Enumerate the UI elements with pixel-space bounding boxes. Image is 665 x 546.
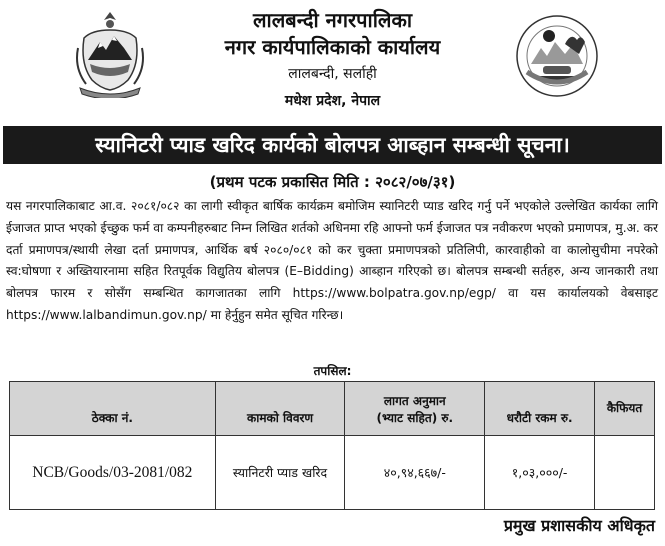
office-name: नगर कार्यपालिकाको कार्यालय	[224, 35, 441, 59]
notice-title: स्यानिटरी प्याड खरिद कार्यको बोलपत्र आब्हान सम्बन्धी सूचना।	[3, 126, 662, 164]
header-work-desc: कामको विवरण	[215, 382, 345, 436]
header-cost-line2: (भ्याट सहित) रु.	[376, 411, 454, 425]
header-cost-line1: लागत अनुमान	[383, 394, 446, 408]
notice-body: यस नगरपालिकाबाट आ.व. २०८१/०८२ का लागी स्वीकृत बार्षिक कार्यक्रम बमोजिम स्यानिटरी प्याड खरिद गर्नु पर्ने भएकोले उल्लेखित कार्यका लागि ईजाजत प्राप्त भएको ईच्छुक फर्म वा कम्पनीहरुबाट निम्न लिखित शर्तको अधिनमा रहि आफ्नो फर्म ईजाजत पत्र नवीकरण भएको प्रमाणपत्र, मु.अ. कर दर्ता प्रमाणपत्र/स्थायी लेखा दर्ता प्रमाणपत्र, आर्थिक बर्ष २०८०/०८१ को कर चुक्ता प्रमाणपत्रको प्रतिलिपी, कारवाहीको वा कालोसुचीमा नपरेको स्व:घोषणा र अख्तियारनामा सहित रितपूर्वक विद्युतिय बोलपत्र (E–Bidding) आब्हान गरिएको छ। बोलपत्र सम्बन्धी सर्तहरु, अन्य जानकारी तथा बोलपत्र फारम र सोसँग सम्बन्धित कागजातका लागि https://www.bolpatra.gov.np/egp/ वा यस कार्यालयको वेबसाइट https://www.lalbandimun.gov.np/ मा हेर्नुहुन समेत सूचित गरिन्छ।	[6, 199, 658, 322]
header-cost	[345, 382, 485, 436]
table-row	[10, 436, 655, 510]
municipality-name: लालबन्दी नगरपालिका	[252, 8, 413, 32]
header-remarks: कैफियत	[595, 382, 655, 436]
signatory-title: प्रमुख प्रशासकीय अधिकृत	[503, 516, 655, 535]
table-header-row	[10, 382, 655, 436]
header	[0, 0, 665, 124]
header-contract-no: ठेक्का नं.	[10, 382, 216, 436]
header-deposit: धरौटी रकम रु.	[485, 382, 595, 436]
municipality-logo-icon	[515, 14, 599, 98]
office-province: मधेश प्रदेश, नेपाल	[284, 93, 381, 109]
cell-deposit: १,०३,०००/-	[485, 436, 595, 510]
tender-table	[9, 381, 655, 510]
cell-cost: ४०,९४,६६७/-	[345, 436, 485, 510]
cell-remarks	[595, 436, 655, 510]
published-date: (प्रथम पटक प्रकासित मिति : २०८२/०७/३१)	[209, 173, 456, 191]
office-location: लालबन्दी, सर्लाही	[288, 66, 377, 82]
cell-work-desc: स्यानिटरी प्याड खरिद	[215, 436, 345, 510]
cell-contract-no: NCB/Goods/03-2081/082	[10, 436, 216, 510]
details-label: तपसिल:	[313, 364, 352, 378]
